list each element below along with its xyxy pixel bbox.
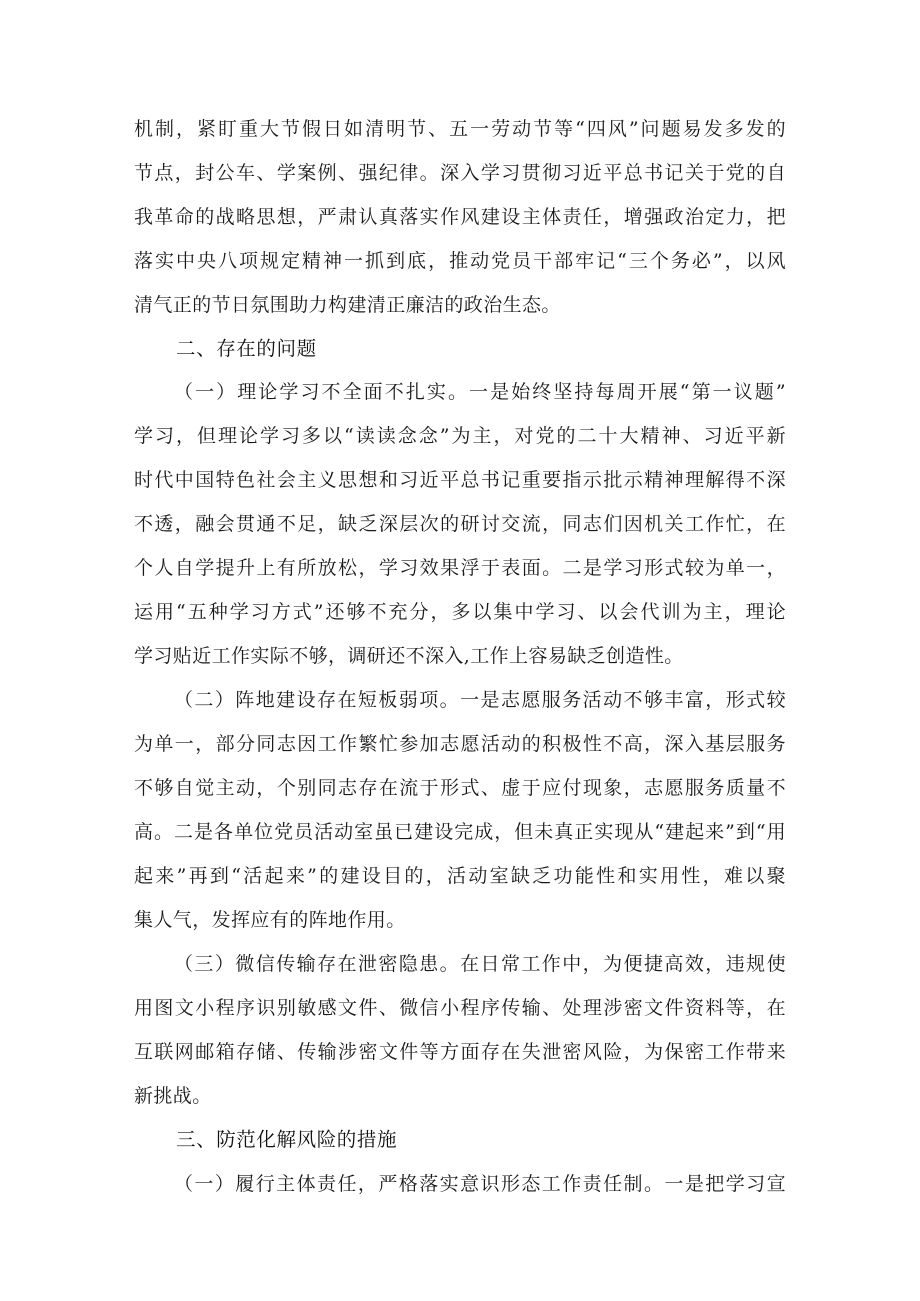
- text-line: （三）微信传输存在泄密隐患。在日常工作中，为便捷高效，违规使: [174, 953, 786, 975]
- text-line: 新挑战。: [134, 1085, 212, 1107]
- text-line: 我革命的战略思想，严肃认真落实作风建设主体责任，增强政治定力，把: [134, 206, 786, 228]
- text-line: （一）履行主体责任，严格落实意识形态工作责任制。一是把学习宣: [174, 1173, 786, 1195]
- text-line: 学习贴近工作实际不够，调研还不深入,工作上容易缺乏创造性。: [134, 645, 684, 667]
- text-line: 用图文小程序识别敏感文件、微信小程序传输、处理涉密文件资料等，在: [134, 997, 786, 1019]
- section-heading: 二、存在的问题: [176, 337, 317, 360]
- text-line: 集人气，发挥应有的阵地作用。: [134, 909, 406, 931]
- text-line: 运用“五种学习方式”还够不充分，多以集中学习、以会代训为主，理论: [134, 601, 786, 623]
- text-line: （一）理论学习不全面不扎实。一是始终坚持每周开展“第一议题”: [174, 381, 786, 403]
- text-line: 不够自觉主动，个别同志存在流于形式、虚于应付现象，志愿服务质量不: [134, 777, 786, 799]
- text-line: 时代中国特色社会主义思想和习近平总书记重要指示批示精神理解得不深: [134, 469, 786, 491]
- text-line: 落实中央八项规定精神一抓到底，推动党员干部牢记“三个务必”，以风: [134, 250, 786, 272]
- text-line: 互联网邮箱存储、传输涉密文件等方面存在失泄密风险，为保密工作带来: [134, 1041, 786, 1063]
- section-heading: 三、防范化解风险的措施: [176, 1128, 398, 1151]
- text-line: 高。二是各单位党员活动室虽已建设完成，但未真正实现从“建起来”到“用: [134, 821, 786, 843]
- text-line: 节点，封公车、学案例、强纪律。深入学习贯彻习近平总书记关于党的自: [134, 162, 786, 184]
- text-line: 学习，但理论学习多以“读读念念”为主，对党的二十大精神、习近平新: [134, 425, 786, 447]
- text-line: 为单一，部分同志因工作繁忙参加志愿活动的积极性不高，深入基层服务: [134, 733, 786, 755]
- text-line: 机制，紧盯重大节假日如清明节、五一劳动节等“四风”问题易发多发的: [134, 118, 786, 140]
- text-line: 起来”再到“活起来”的建设目的，活动室缺乏功能性和实用性，难以聚: [134, 865, 786, 887]
- text-line: （二）阵地建设存在短板弱项。一是志愿服务活动不够丰富，形式较: [174, 689, 786, 711]
- text-line: 不透，融会贯通不足，缺乏深层次的研讨交流，同志们因机关工作忙，在: [134, 513, 786, 535]
- text-line: 个人自学提升上有所放松，学习效果浮于表面。二是学习形式较为单一，: [134, 557, 786, 579]
- text-line: 清气正的节日氛围助力构建清正廉洁的政治生态。: [134, 294, 561, 316]
